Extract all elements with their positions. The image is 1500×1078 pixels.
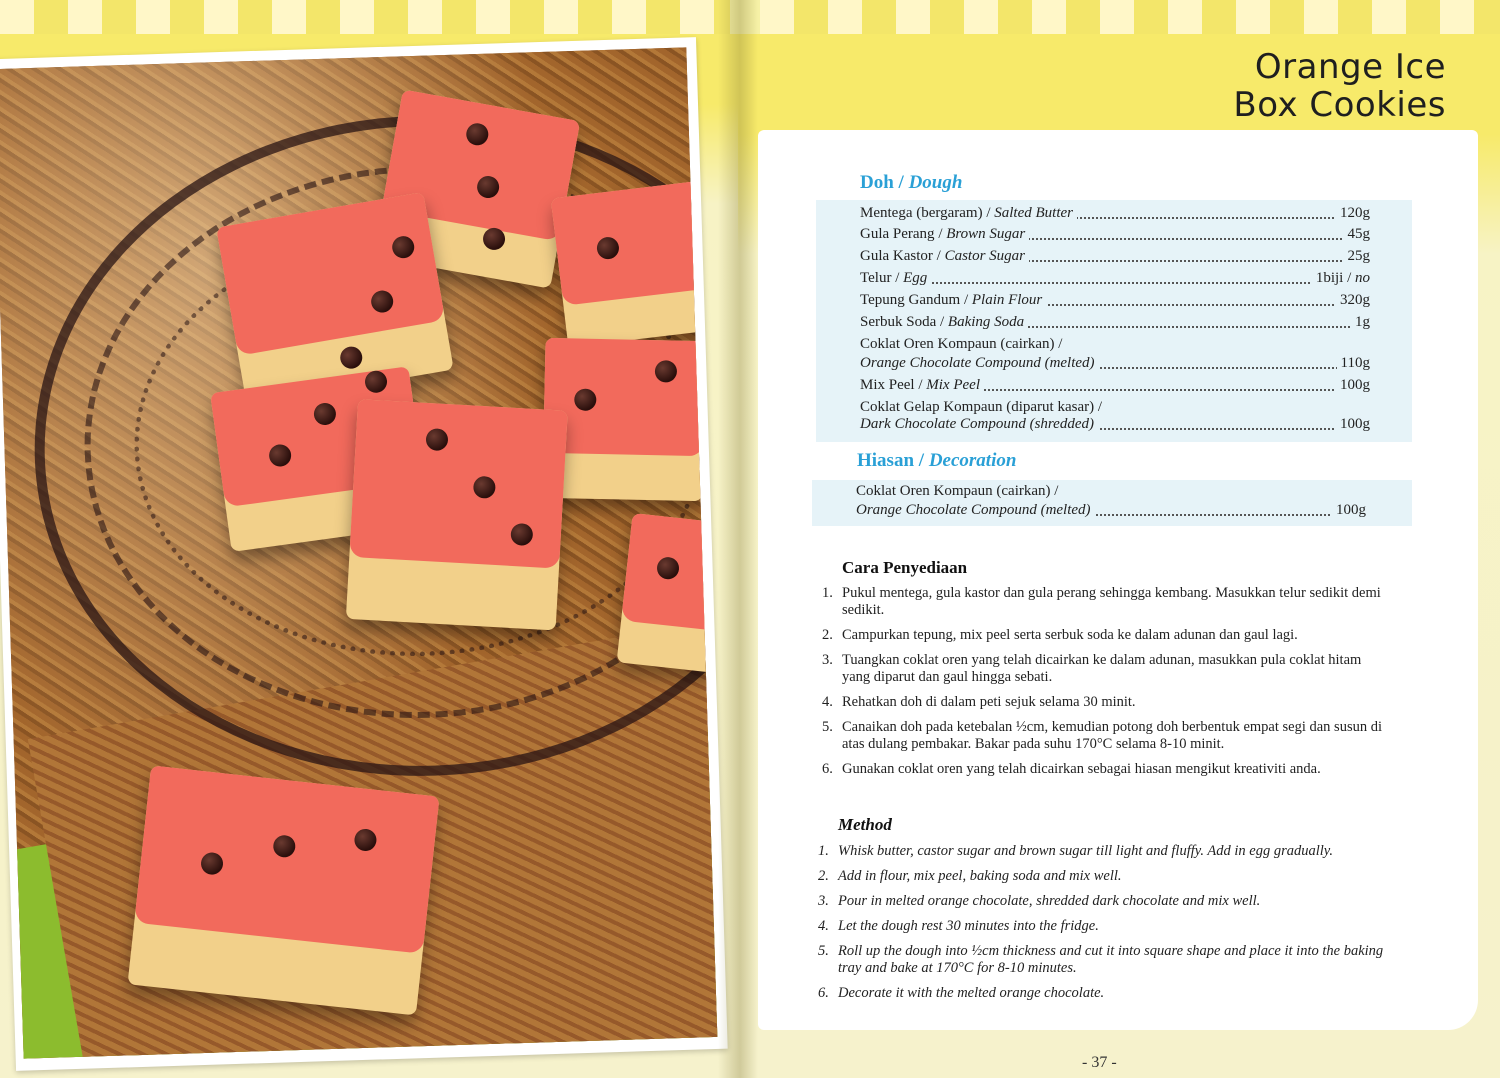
dough-heading-ms: Doh — [860, 172, 894, 193]
ingredient-row: Orange Chocolate Compound (melted) 110g — [860, 355, 1370, 371]
list-item: 6. Gunakan coklat oren yang telah dicairkan sebagai hiasan mengikut kreativiti anda. — [822, 761, 1321, 777]
list-item: 3. Tuangkan coklat oren yang telah dicairkan ke dalam adunan, masukkan pula coklat hitam yang diparut dan gaul hingga sebati. — [822, 652, 1362, 685]
ingredient-row-line1: Coklat Oren Kompaun (cairkan) / — [860, 336, 1063, 352]
recipe-title — [1233, 48, 1446, 124]
ingredient-row-line1: Coklat Gelap Kompaun (diparut kasar) / — [860, 399, 1103, 415]
ingredient-row: Telur / Egg 1biji / no — [860, 270, 1370, 286]
list-item: 5. Roll up the dough into ½cm thickness and cut it into square shape and place it into the baking tray and bake at 170°C for 8-10 minutes. — [818, 943, 1384, 976]
ingredient-row: Tepung Gandum / Plain Flour 320g — [860, 292, 1370, 308]
decoration-heading-ms: Hiasan — [857, 450, 915, 471]
cookie — [551, 181, 718, 348]
cara-steps — [822, 585, 1392, 786]
cookie-photo-frame — [0, 37, 728, 1071]
cookie — [346, 399, 568, 630]
list-item: 1. Whisk butter, castor sugar and brown sugar till light and fluffy. Add in egg gradually. — [818, 843, 1334, 859]
cookie — [617, 513, 718, 673]
dough-heading: Doh / Dough — [860, 172, 963, 193]
method-heading: Method — [838, 815, 892, 834]
cookie — [128, 765, 440, 1015]
list-item: 2. Campurkan tepung, mix peel serta serbuk soda ke dalam adunan dan gaul lagi. — [822, 627, 1298, 643]
cookie — [216, 192, 454, 405]
cara-heading: Cara Penyediaan — [842, 558, 968, 577]
dough-heading-en: Dough — [908, 172, 963, 193]
decoration-heading-en: Decoration — [928, 450, 1017, 471]
list-item: 4. Rehatkan doh di dalam peti sejuk selama 30 minit. — [822, 694, 1136, 710]
list-item: 4. Let the dough rest 30 minutes into the fridge. — [818, 918, 1099, 934]
ingredient-row-line1: Coklat Oren Kompaun (cairkan) / — [856, 483, 1059, 499]
checker-strip-left — [0, 0, 730, 34]
book-gutter — [718, 0, 758, 1078]
ingredient-row: Mentega (bergaram) / Salted Butter 120g — [860, 205, 1370, 221]
ingredient-row: Dark Chocolate Compound (shredded) 100g — [860, 416, 1370, 432]
list-item: 1. Pukul mentega, gula kastor dan gula perang sehingga kembang. Masukkan telur sedikit demi sedikit. — [822, 585, 1381, 618]
recipe-title-line2: Box Cookies — [1233, 85, 1446, 125]
list-item: 3. Pour in melted orange chocolate, shredded dark chocolate and mix well. — [818, 893, 1261, 909]
cookie-photo — [0, 47, 717, 1058]
list-item: 5. Canaikan doh pada ketebalan ½cm, kemudian potong doh berbentuk empat segi dan susun di atas dulang pembakar. Bakar pada suhu 170°C selama 8-10 minit. — [822, 719, 1382, 752]
ingredient-row: Mix Peel / Mix Peel 100g — [860, 377, 1370, 393]
ingredient-row: Orange Chocolate Compound (melted) 100g — [856, 502, 1366, 518]
ingredient-row: Gula Kastor / Castor Sugar 25g — [860, 248, 1370, 264]
recipe-title-line1: Orange Ice — [1254, 47, 1446, 87]
method-steps — [818, 843, 1388, 1010]
checker-strip-right — [760, 0, 1500, 34]
ingredient-row: Gula Perang / Brown Sugar 45g — [860, 226, 1370, 242]
list-item: 6. Decorate it with the melted orange chocolate. — [818, 985, 1105, 1001]
list-item: 2. Add in flour, mix peel, baking soda and mix well. — [818, 868, 1122, 884]
ingredient-row: Serbuk Soda / Baking Soda 1g — [860, 314, 1370, 330]
page-number: - 37 - — [1082, 1054, 1117, 1071]
decoration-heading: Hiasan / Decoration — [857, 450, 1017, 471]
